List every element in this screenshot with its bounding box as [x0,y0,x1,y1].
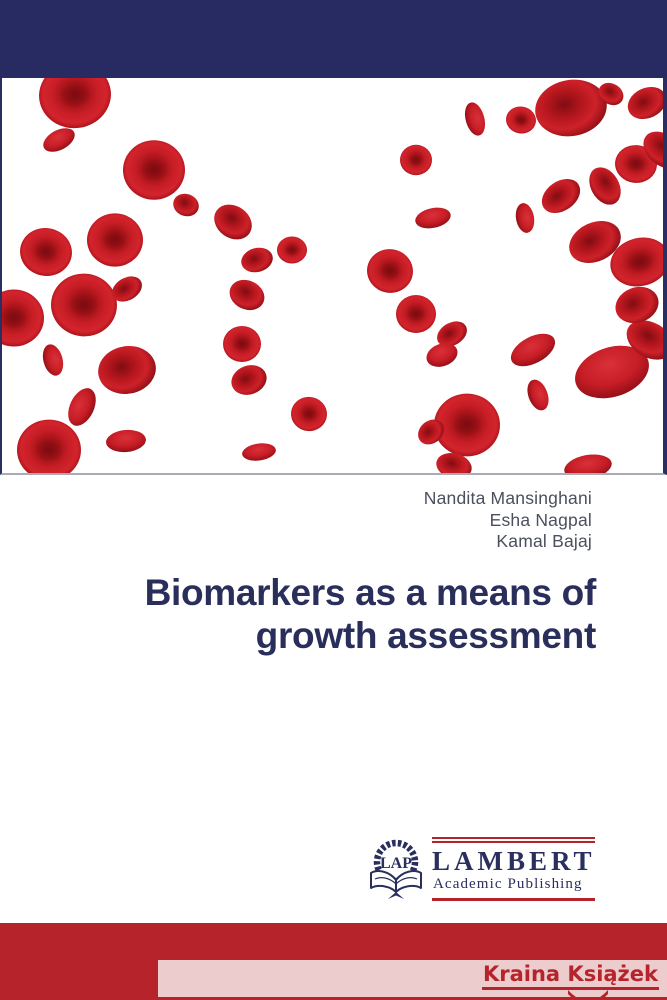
book-title [40,571,596,657]
author-name: Nandita Mansinghani [423,488,592,508]
lap-emblem-text: LAP [380,854,412,872]
author-block [424,488,592,553]
footer-red-bar [0,923,667,1000]
author-name: Kamal Bajaj [496,531,592,551]
publisher-logo [369,837,595,901]
top-navy-bar [0,0,667,78]
book-title-line2: growth assessment [255,615,596,656]
book-title-line1: Biomarkers as a means of [144,572,596,613]
blood-cells-svg [2,78,663,473]
kraina-book-icon [567,990,609,1000]
publisher-logo-text [432,837,595,901]
store-watermark [158,960,667,997]
logo-double-rule [432,837,595,843]
logo-single-rule [432,898,595,901]
cover-illustration [0,78,667,475]
store-watermark-text: Kraina Książek [482,962,659,990]
publisher-subtitle: Academic Publishing [433,876,583,893]
publisher-name: LAMBERT [432,846,596,876]
author-name: Esha Nagpal [489,509,592,530]
lap-wreath-book-icon [369,838,423,900]
